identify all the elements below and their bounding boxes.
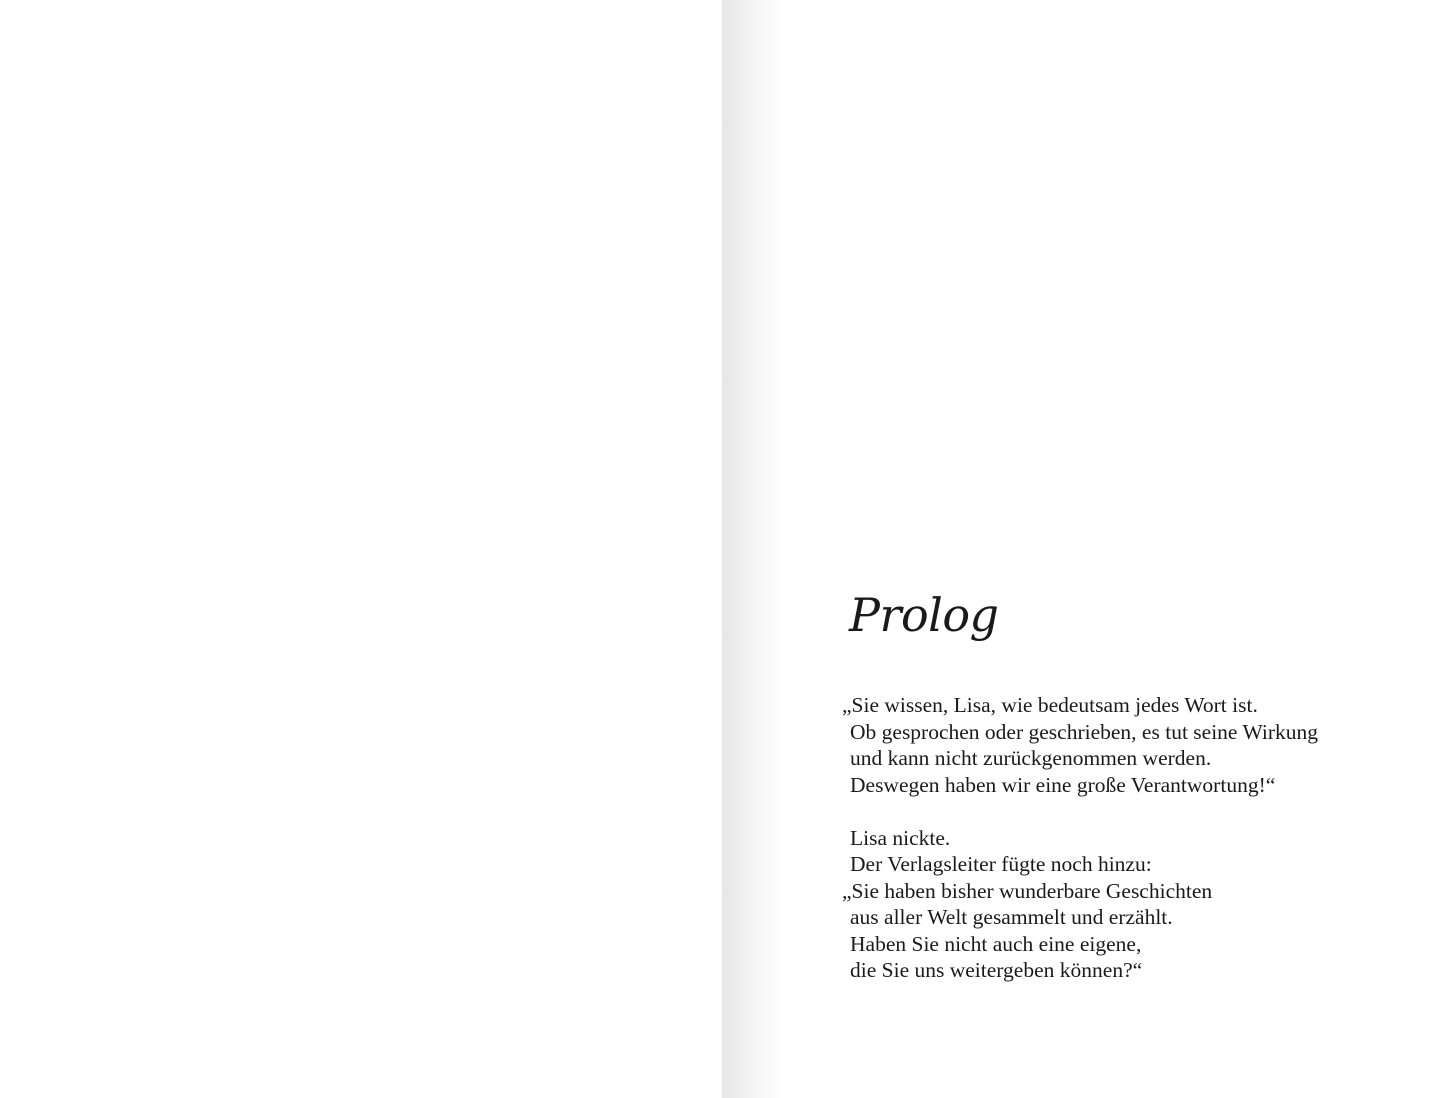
text-line: aus aller Welt gesammelt und erzählt. xyxy=(850,905,1173,929)
text-line: die Sie uns weitergeben können?“ xyxy=(850,958,1143,982)
gutter-shadow xyxy=(722,0,782,1098)
left-page-blank xyxy=(0,0,722,1098)
paragraph-spacer xyxy=(842,798,1402,825)
paragraph-1 xyxy=(842,692,1402,798)
text-line: „Sie wissen, Lisa, wie bedeutsam jedes Wort ist. xyxy=(842,693,1258,717)
text-line: Ob gesprochen oder geschrieben, es tut seine Wirkung xyxy=(850,719,1319,744)
text-line: und kann nicht zurückgenommen werden. xyxy=(850,746,1212,770)
text-line: Deswegen haben wir eine große Verantwortung!“ xyxy=(850,772,1276,797)
text-line: Der Verlagsleiter fügte noch hinzu: xyxy=(850,852,1152,876)
text-line: Lisa nickte. xyxy=(850,825,951,850)
prolog-text xyxy=(842,692,1402,984)
right-page xyxy=(722,0,1445,1098)
text-line: „Sie haben bisher wunderbare Geschichten xyxy=(842,878,1213,903)
chapter-title: Prolog xyxy=(849,588,999,642)
text-line: Haben Sie nicht auch eine eigene, xyxy=(850,931,1142,956)
paragraph-2 xyxy=(842,825,1402,984)
